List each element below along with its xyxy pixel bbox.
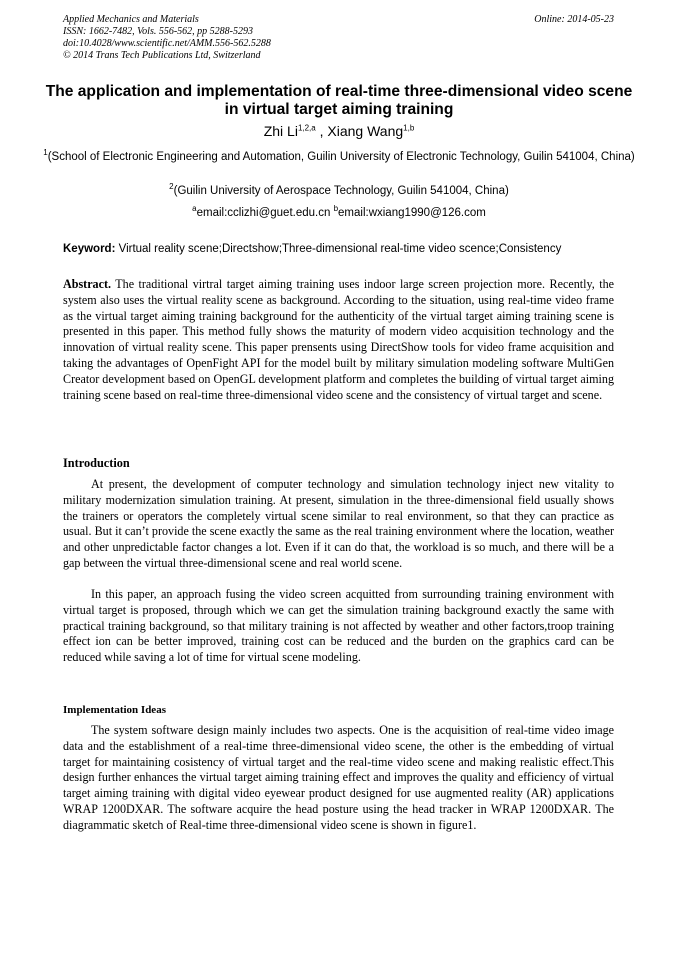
- author-separator: ,: [315, 123, 328, 139]
- journal-header: [63, 14, 271, 62]
- implementation-paragraph: The system software design mainly includes two aspects. One is the acquisition of real-time video image data and the establishment of a real-time three-dimensional video scene, the other is the embedding of virtual target for maintaining cosistency of virtual target and the real-time video scene and making realistic effect.This design further enhances the virtual target aiming training effect and improves the quality and efficiency of virtual target aiming training with digital video eyewear product designed for use augmented reality (AR) applications WRAP 1200DXAR. The software acquire the head posture using the head tracker in WRAP 1200DXAR. The diagrammatic sketch of Real-time three-dimensional video scene is shown in figure1.: [63, 723, 614, 832]
- affiliation-mark: 2: [169, 182, 174, 192]
- introduction-heading: Introduction: [63, 456, 130, 470]
- keywords-line: [63, 242, 623, 256]
- affiliation-1: [40, 150, 638, 165]
- paper-title: The application and implementation of real-time three-dimensional video scene in virtual target aiming training: [45, 83, 633, 118]
- affiliation-mark: 1: [43, 148, 48, 158]
- email-address: email:cclizhi@guet.edu.cn: [196, 207, 334, 219]
- abstract-text: The traditional virtral target aiming training uses indoor large screen projection more. Recently, the system also uses the virtual reality scene as background. According to the situation, using real-time video frame as the virtual target aiming training background for the authenticity of the virtual target aiming training scene is presented in this paper. This method fully shows the maturity of modern video acquisition technology and the innovation of virtual reality scene. This paper prensents using DirectShow tools for video frame acquisition and taking the advantages of OpenFight API for the model built by military simulation modeling software MultiGen Creator development based on OpenGL development platform and completes the building of virtual target aiming training scene based on real-time three-dimensional video scene and the consistency of virtual target and scene.: [63, 277, 614, 402]
- journal-copyright: © 2014 Trans Tech Publications Ltd, Switzerland: [63, 50, 261, 61]
- abstract-paragraph: [63, 277, 614, 403]
- online-date: Online: 2014-05-23: [534, 14, 614, 25]
- author-name: Xiang Wang: [327, 123, 404, 139]
- affiliation-2: [40, 184, 638, 199]
- keywords-text: Virtual reality scene;Directshow;Three-dimensional real-time video scence;Consistency: [115, 243, 562, 255]
- author-line: [40, 123, 638, 140]
- journal-issn: ISSN: 1662-7482, Vols. 556-562, pp 5288-5293: [63, 26, 253, 37]
- journal-doi: doi:10.4028/www.scientific.net/AMM.556-562.5288: [63, 38, 271, 49]
- abstract-label: Abstract.: [63, 277, 112, 291]
- implementation-heading: Implementation Ideas: [63, 704, 166, 716]
- introduction-paragraph: In this paper, an approach fusing the video screen acquitted from surrounding training environment with virtual target is proposed, through which we can get the simulation training background exactly the same with practical training background, so that military training is not affected by weather and other factors,troop training effect ion can be better improved, training cost can be reduced and the burden on the graphics card can be reduced while saving a lot of time for virtual scene modeling.: [63, 587, 614, 665]
- email-address: email:wxiang1990@126.com: [338, 207, 486, 219]
- author-name: Zhi Li: [263, 123, 298, 139]
- affiliation-text: (Guilin University of Aerospace Technology, Guilin 541004, China): [173, 185, 509, 197]
- author-affiliation-mark: 1,2,a: [297, 123, 316, 133]
- introduction-paragraph: At present, the development of computer technology and simulation technology inject new vitality to military modernization simulation training. At present, simulation in the three-dimensional field usually shows the trainers or operators the completely virtual scene similar to real environment, so that they can practice as usual. But it can’t provide the scene exactly the same as the real training environment where the location, weather and other unpredictable factor changes a lot. Even if it can do that, the workload is so much, and there will be a gap between the virtual three-dimensional scene and real world scene.: [63, 477, 614, 570]
- email-mark: b: [333, 204, 339, 214]
- journal-name: Applied Mechanics and Materials: [63, 14, 199, 25]
- email-line: [40, 206, 638, 221]
- affiliation-text: (School of Electronic Engineering and Automation, Guilin University of Electronic Technology, Guilin 541004, China): [47, 151, 635, 163]
- author-affiliation-mark: 1,b: [403, 123, 415, 133]
- keywords-label: Keyword:: [63, 243, 116, 255]
- email-mark: a: [192, 204, 197, 214]
